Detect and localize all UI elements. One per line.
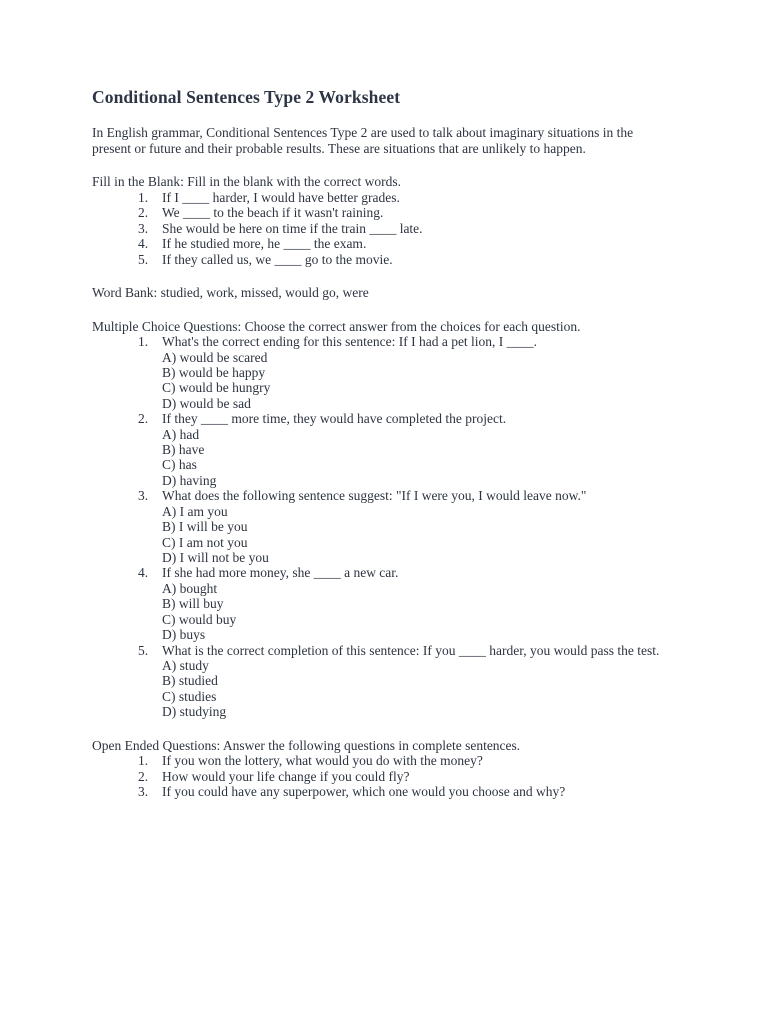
answer-choice: D) buys (162, 627, 206, 643)
fill-blank-list (92, 190, 672, 268)
item-text: How would your life change if you could fly? (162, 768, 410, 784)
answer-choice: C) I am not you (162, 534, 248, 550)
multiple-choice-list (92, 334, 672, 720)
answer-choice: C) has (162, 457, 197, 473)
item-text: If they called us, we ____ go to the movie. (162, 251, 393, 267)
open-ended-item (92, 769, 672, 785)
answer-choice: D) studying (162, 704, 227, 720)
answer-choice: C) would buy (162, 611, 237, 627)
fill-blank-section (92, 174, 672, 267)
answer-choice: D) would be sad (162, 395, 251, 411)
item-number: 1. (138, 189, 149, 205)
fill-blank-heading: Fill in the Blank: Fill in the blank with the correct words. (92, 174, 401, 189)
multiple-choice-heading: Multiple Choice Questions: Choose the correct answer from the choices for each question. (92, 318, 581, 334)
mc-question (92, 334, 672, 411)
question-text: What does the following sentence suggest: "If I were you, I would leave now." (162, 488, 587, 504)
item-text: If he studied more, he ____ the exam. (162, 236, 367, 251)
item-number: 1. (138, 753, 149, 769)
mc-question (92, 488, 672, 565)
item-text: If you won the lottery, what would you do with the money? (162, 753, 483, 769)
item-text: She would be here on time if the train ____ late. (162, 220, 423, 236)
answer-choice: B) have (162, 442, 205, 458)
multiple-choice-section (92, 319, 672, 720)
item-number: 2. (138, 411, 149, 427)
answer-choice: A) study (162, 658, 209, 673)
answer-choice: A) would be scared (162, 349, 268, 365)
fill-blank-item (92, 190, 672, 206)
open-ended-item (92, 784, 672, 800)
fill-blank-item (92, 252, 672, 268)
question-text: What's the correct ending for this sentence: If I had a pet lion, I ____. (162, 334, 538, 349)
fill-blank-item (92, 236, 672, 252)
answer-choice: A) I am you (162, 503, 228, 519)
item-number: 4. (138, 236, 149, 251)
answer-choice: A) bought (162, 580, 218, 596)
question-text: What is the correct completion of this sentence: If you ____ harder, you would pass the test. (162, 642, 660, 658)
page-title: Conditional Sentences Type 2 Worksheet (92, 87, 401, 107)
open-ended-section (92, 738, 672, 800)
choice-list (162, 658, 672, 720)
mc-question (92, 565, 672, 642)
open-ended-heading: Open Ended Questions: Answer the following questions in complete sentences. (92, 737, 521, 753)
choice-list (162, 350, 672, 412)
answer-choice: C) studies (162, 688, 217, 704)
choice-list (162, 581, 672, 643)
item-text: We ____ to the beach if it wasn't raining. (162, 205, 384, 220)
question-text: If they ____ more time, they would have completed the project. (162, 411, 507, 427)
item-text: If you could have any superpower, which one would you choose and why? (162, 784, 566, 800)
item-number: 3. (138, 784, 149, 800)
item-number: 5. (138, 642, 149, 658)
open-ended-item (92, 753, 672, 769)
mc-question (92, 411, 672, 488)
answer-choice: D) having (162, 472, 217, 488)
item-number: 4. (138, 565, 149, 581)
answer-choice: D) I will not be you (162, 549, 269, 565)
question-text: If she had more money, she ____ a new car. (162, 565, 399, 581)
answer-choice: B) I will be you (162, 519, 248, 535)
answer-choice: A) had (162, 426, 200, 442)
choice-list (162, 504, 672, 566)
item-number: 5. (138, 251, 149, 267)
choice-list (162, 427, 672, 489)
item-number: 3. (138, 488, 149, 504)
worksheet-page (92, 85, 672, 800)
open-ended-list (92, 753, 672, 800)
item-number: 2. (138, 205, 149, 220)
answer-choice: B) studied (162, 673, 218, 689)
fill-blank-item (92, 205, 672, 221)
word-bank: Word Bank: studied, work, missed, would go, were (92, 285, 369, 300)
fill-blank-item (92, 221, 672, 237)
answer-choice: B) will buy (162, 596, 224, 612)
answer-choice: C) would be hungry (162, 380, 271, 396)
item-number: 1. (138, 334, 149, 349)
mc-question (92, 643, 672, 720)
answer-choice: B) would be happy (162, 364, 266, 380)
item-text: If I ____ harder, I would have better grades. (162, 189, 400, 205)
item-number: 2. (138, 768, 149, 784)
intro-paragraph: In English grammar, Conditional Sentences Type 2 are used to talk about imaginary situations in the present or future and their probable results. These are situations that are unlikely to happen. (92, 125, 634, 156)
item-number: 3. (138, 220, 149, 236)
